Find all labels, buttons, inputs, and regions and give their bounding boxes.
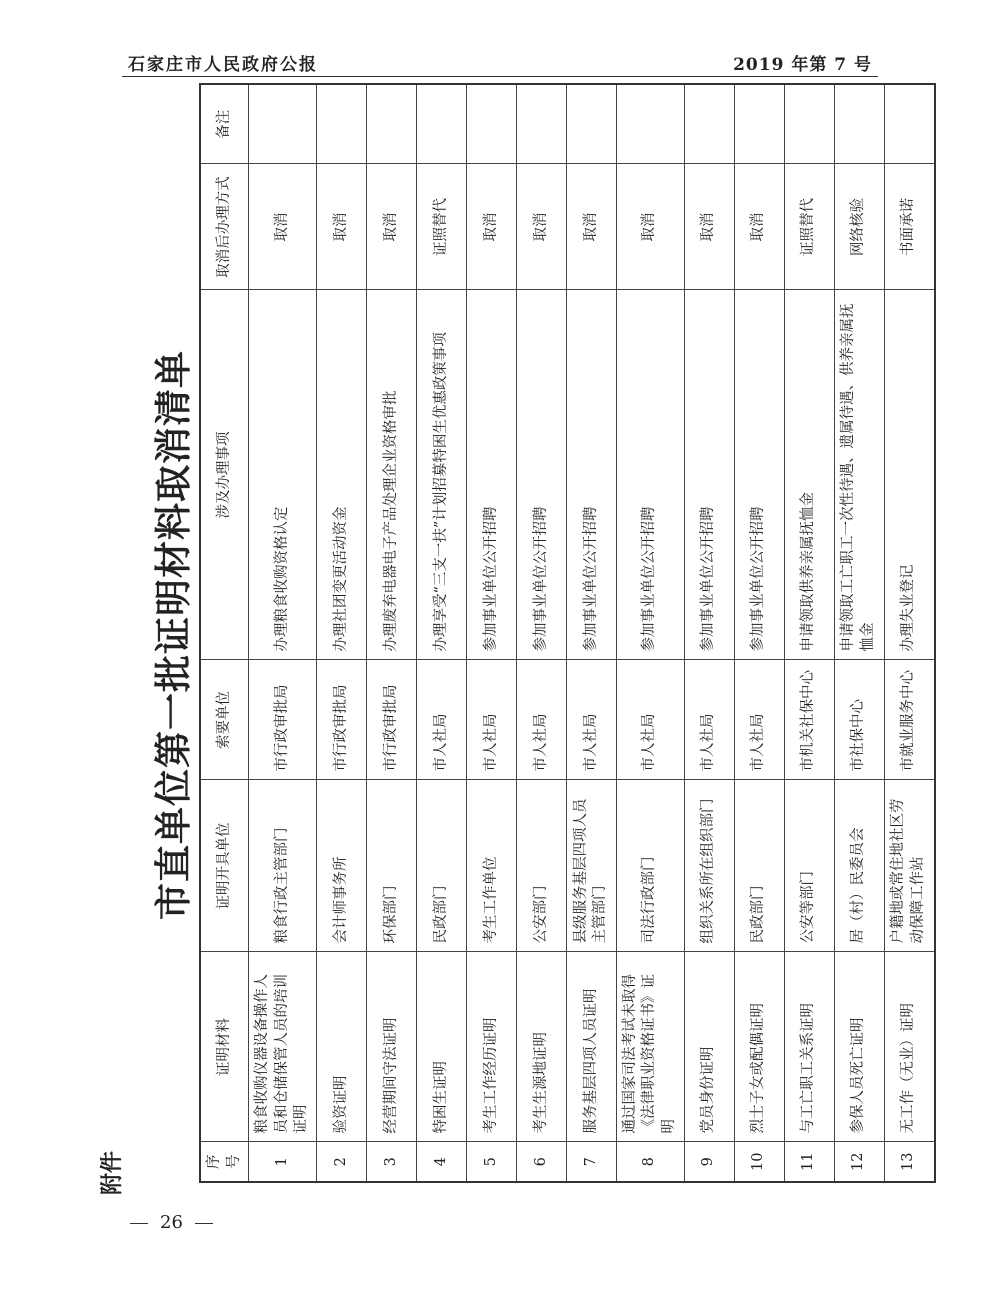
cell-requester: 市就业服务中心 xyxy=(884,660,935,780)
cell-no: 7 xyxy=(566,1142,616,1182)
cell-no: 3 xyxy=(366,1142,416,1182)
cell-requester: 市人社局 xyxy=(566,660,616,780)
cell-no: 2 xyxy=(316,1142,366,1182)
cell-matter: 申请领取工亡职工一次性待遇、遗属待遇、供养亲属抚恤金 xyxy=(834,290,884,660)
header-requester: 索要单位 xyxy=(200,660,249,780)
cell-note xyxy=(884,84,935,164)
cell-matter: 申请领取供养亲属抚恤金 xyxy=(784,290,834,660)
cell-material: 经营期间守法证明 xyxy=(366,952,416,1142)
page-number: 26 xyxy=(160,1212,183,1233)
cell-requester: 市行政审批局 xyxy=(316,660,366,780)
cell-material: 考生工作经历证明 xyxy=(466,952,516,1142)
table-header-row xyxy=(200,84,249,1182)
table-row xyxy=(566,84,616,1182)
cell-material: 党员身份证明 xyxy=(684,952,734,1142)
cell-matter: 参加事业单位公开招聘 xyxy=(734,290,784,660)
cell-material: 参保人员死亡证明 xyxy=(834,952,884,1142)
table-row xyxy=(416,84,466,1182)
cell-issuer: 粮食行政主管部门 xyxy=(249,780,317,952)
cell-issuer: 民政部门 xyxy=(416,780,466,952)
cell-requester: 市行政审批局 xyxy=(249,660,317,780)
header-method: 取消后办理方式 xyxy=(200,164,249,290)
table-row xyxy=(834,84,884,1182)
cell-method: 取消 xyxy=(684,164,734,290)
cell-issuer: 司法行政部门 xyxy=(616,780,684,952)
cell-issuer: 居（村）民委员会 xyxy=(834,780,884,952)
cell-no: 4 xyxy=(416,1142,466,1182)
table-row xyxy=(366,84,416,1182)
table-row xyxy=(616,84,684,1182)
cell-note xyxy=(316,84,366,164)
cell-method: 取消 xyxy=(249,164,317,290)
cell-method: 取消 xyxy=(466,164,516,290)
cell-matter: 办理失业登记 xyxy=(884,290,935,660)
cell-matter: 办理享受“三支一扶”计划招募特困生优惠政策事项 xyxy=(416,290,466,660)
cell-material: 特困生证明 xyxy=(416,952,466,1142)
cell-material: 与工亡职工关系证明 xyxy=(784,952,834,1142)
cell-requester: 市人社局 xyxy=(684,660,734,780)
cell-no: 11 xyxy=(784,1142,834,1182)
page-number-dash-right xyxy=(195,1223,213,1224)
cell-material: 烈士子女或配偶证明 xyxy=(734,952,784,1142)
cancellation-table xyxy=(199,83,936,1183)
cell-note xyxy=(466,84,516,164)
cell-method: 取消 xyxy=(566,164,616,290)
cell-issuer: 环保部门 xyxy=(366,780,416,952)
cell-requester: 市行政审批局 xyxy=(366,660,416,780)
cell-requester: 市社保中心 xyxy=(834,660,884,780)
cell-material: 无工作（无业）证明 xyxy=(884,952,935,1142)
cell-method: 取消 xyxy=(366,164,416,290)
cell-matter: 参加事业单位公开招聘 xyxy=(616,290,684,660)
cell-issuer: 公安部门 xyxy=(516,780,566,952)
table-row xyxy=(684,84,734,1182)
cell-note xyxy=(249,84,317,164)
cell-requester: 市人社局 xyxy=(466,660,516,780)
cell-matter: 参加事业单位公开招聘 xyxy=(566,290,616,660)
cell-requester: 市人社局 xyxy=(734,660,784,780)
cell-no: 10 xyxy=(734,1142,784,1182)
cell-note xyxy=(834,84,884,164)
cell-material: 验资证明 xyxy=(316,952,366,1142)
rotated-content xyxy=(95,75,926,1195)
cell-requester: 市机关社保中心 xyxy=(784,660,834,780)
cell-note xyxy=(416,84,466,164)
table-row xyxy=(516,84,566,1182)
cell-method: 取消 xyxy=(734,164,784,290)
cell-issuer: 会计师事务所 xyxy=(316,780,366,952)
cell-material: 通过国家司法考试未取得《法律职业资格证书》证明 xyxy=(616,952,684,1142)
header-material: 证明材料 xyxy=(200,952,249,1142)
cell-material: 考生生源地证明 xyxy=(516,952,566,1142)
cell-matter: 办理废弃电器电子产品处理企业资格审批 xyxy=(366,290,416,660)
cell-matter: 办理社团变更活动资金 xyxy=(316,290,366,660)
table-row xyxy=(316,84,366,1182)
cell-method: 取消 xyxy=(516,164,566,290)
cell-requester: 市人社局 xyxy=(616,660,684,780)
header-issue-number: 2019 年第 7 号 xyxy=(733,55,872,75)
cell-issuer: 考生工作单位 xyxy=(466,780,516,952)
document-title: 市直单位第一批证明材料取消清单 xyxy=(152,350,195,920)
header-publication-name: 石家庄市人民政府公报 xyxy=(128,55,318,75)
cell-no: 1 xyxy=(249,1142,317,1182)
cell-issuer: 县级服务基层四项人员主管部门 xyxy=(566,780,616,952)
cell-issuer: 民政部门 xyxy=(734,780,784,952)
cell-method: 网络核验 xyxy=(834,164,884,290)
cell-no: 8 xyxy=(616,1142,684,1182)
table-row xyxy=(734,84,784,1182)
header-note: 备注 xyxy=(200,84,249,164)
cell-no: 5 xyxy=(466,1142,516,1182)
cell-matter: 参加事业单位公开招聘 xyxy=(516,290,566,660)
table-row xyxy=(784,84,834,1182)
page-number-dash-left xyxy=(130,1223,148,1224)
cell-matter: 参加事业单位公开招聘 xyxy=(466,290,516,660)
attachment-label: 附件 xyxy=(100,1150,125,1195)
header-no: 序号 xyxy=(200,1142,249,1182)
cell-note xyxy=(684,84,734,164)
cell-method: 证照替代 xyxy=(416,164,466,290)
cell-requester: 市人社局 xyxy=(516,660,566,780)
cell-method: 取消 xyxy=(316,164,366,290)
cell-method: 取消 xyxy=(616,164,684,290)
cell-note xyxy=(566,84,616,164)
page-number-block xyxy=(118,1212,225,1233)
header-matter: 涉及办理事项 xyxy=(200,290,249,660)
cell-matter: 办理粮食收购资格认定 xyxy=(249,290,317,660)
cell-requester: 市人社局 xyxy=(416,660,466,780)
cell-method: 证照替代 xyxy=(784,164,834,290)
cell-material: 粮食收购仪器设备操作人员和仓储保管人员的培训证明 xyxy=(249,952,317,1142)
cell-note xyxy=(784,84,834,164)
table-row xyxy=(884,84,935,1182)
cell-note xyxy=(616,84,684,164)
table-row xyxy=(466,84,516,1182)
cell-issuer: 公安等部门 xyxy=(784,780,834,952)
cell-no: 6 xyxy=(516,1142,566,1182)
cell-note xyxy=(734,84,784,164)
cell-issuer: 组织关系所在组织部门 xyxy=(684,780,734,952)
cell-no: 12 xyxy=(834,1142,884,1182)
cell-method: 书面承诺 xyxy=(884,164,935,290)
table-row xyxy=(249,84,317,1182)
cell-material: 服务基层四项人员证明 xyxy=(566,952,616,1142)
cell-note xyxy=(516,84,566,164)
cell-no: 13 xyxy=(884,1142,935,1182)
cell-note xyxy=(366,84,416,164)
cell-no: 9 xyxy=(684,1142,734,1182)
header-issuer: 证明开具单位 xyxy=(200,780,249,952)
cell-matter: 参加事业单位公开招聘 xyxy=(684,290,734,660)
cell-issuer: 户籍地或常住地社区劳动保障工作站 xyxy=(884,780,935,952)
